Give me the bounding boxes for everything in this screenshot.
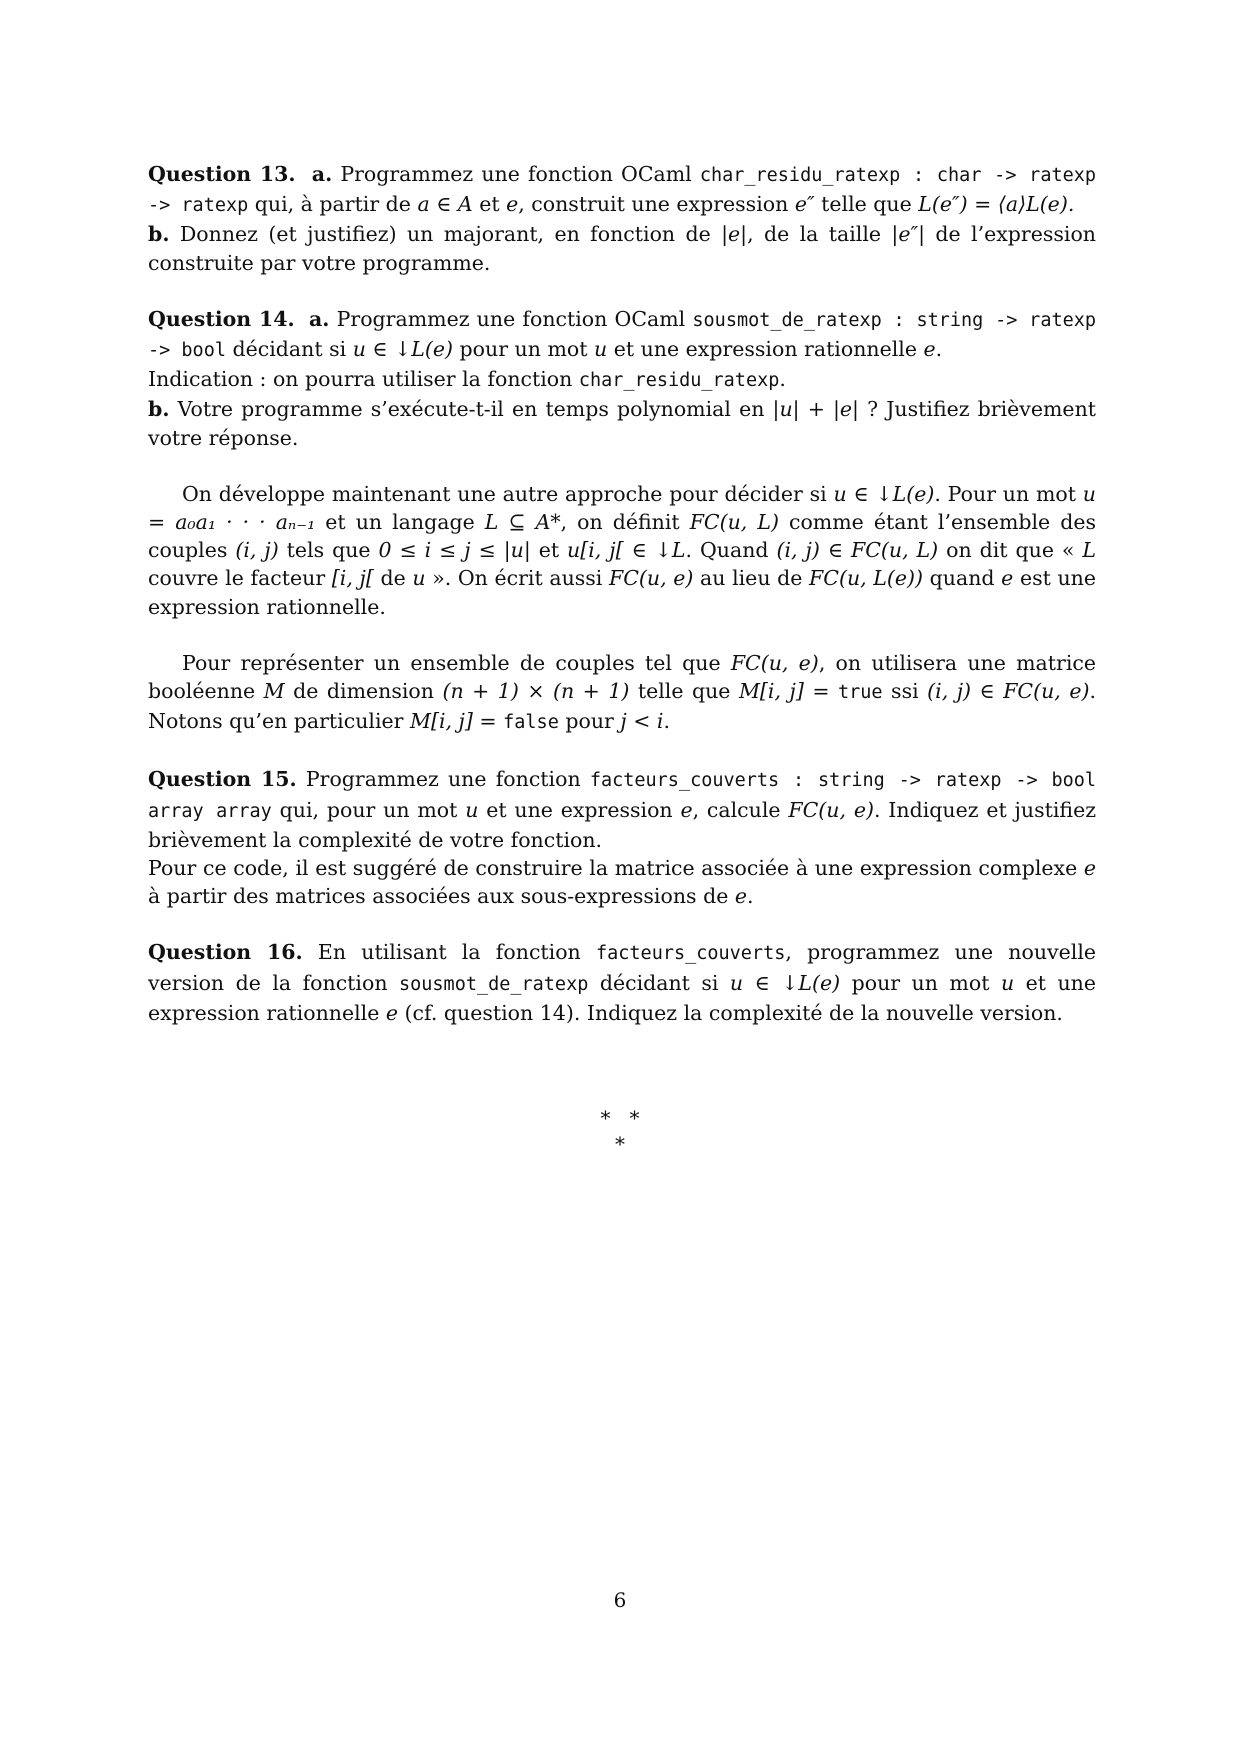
text: au lieu de: [693, 566, 810, 591]
math: 0 ≤ i ≤ j ≤ |u|: [378, 538, 531, 563]
math: FC(u, L(e)): [809, 566, 924, 591]
text: et une expression rationnelle: [607, 337, 924, 362]
text: , on utilisera une matrice booléenne: [148, 650, 1096, 704]
text: .: [746, 884, 754, 909]
text: .: [779, 367, 786, 392]
math: |u| + |e|: [772, 397, 859, 422]
math: u ∈ ↓L(e): [352, 337, 454, 362]
math: L: [1082, 538, 1097, 563]
text: qui, pour un mot: [271, 797, 466, 822]
question-13-part-a: [148, 160, 1096, 220]
text: ». On écrit aussi: [425, 566, 609, 591]
code-name: char_residu_ratexp: [578, 370, 780, 392]
text: ? Justifiez brièvement votre réponse.: [148, 397, 1097, 450]
code-name: facteurs_couverts: [596, 943, 786, 965]
part-b-label: b.: [148, 397, 170, 422]
math: L ⊆ A*: [484, 510, 561, 535]
text: pour: [558, 709, 621, 734]
section-separator-stars-bottom: *: [615, 1132, 625, 1156]
math: u ∈ ↓L(e): [729, 970, 841, 995]
text: tels que: [278, 538, 379, 563]
math: e: [385, 1000, 399, 1025]
math: e: [734, 884, 747, 909]
code-name: sousmot_de_ratexp: [399, 973, 589, 995]
text: et une expression: [478, 797, 681, 822]
math: M[i, j] =: [409, 709, 504, 734]
math: u: [1000, 970, 1015, 995]
question-14-hint: [148, 365, 1096, 395]
text: comme étant l’ensemble des couples: [148, 510, 1096, 563]
text: , on définit: [560, 510, 690, 535]
code-signature: sousmot_de_ratexp : string -> ratexp -> bool: [148, 309, 1097, 362]
text: quand: [923, 566, 1002, 591]
paragraph-matrix-representation: [148, 649, 1096, 738]
math: j < i: [620, 709, 664, 734]
text: qui, à partir de: [248, 192, 418, 217]
math: M[i, j] =: [738, 679, 838, 704]
paragraph-fc-definition: [148, 480, 1096, 621]
math: e″: [794, 192, 815, 217]
text: , calcule: [692, 797, 789, 822]
text: et: [472, 192, 507, 217]
part-a-label: a.: [311, 162, 333, 186]
question-15-label: Question 15.: [148, 767, 297, 792]
question-16: [148, 938, 1096, 1027]
text: telle que: [814, 192, 919, 217]
math: FC(u, e): [788, 797, 874, 822]
page-number: 6: [613, 1588, 627, 1612]
math: FC(u, L): [689, 510, 779, 535]
text: . Notons qu’en particulier: [148, 679, 1096, 734]
text: . Quand: [685, 538, 777, 563]
question-14-label: Question 14.: [148, 306, 295, 331]
text: , programmez une nouvelle version de la fonction: [148, 940, 1097, 995]
question-15-note: [148, 854, 1096, 910]
text: .: [935, 337, 943, 362]
math: FC(u, e): [730, 650, 819, 675]
text: Pour représenter un ensemble de couples tel que: [182, 650, 731, 675]
math: a ∈ A: [417, 192, 473, 217]
text: . Pour un mot: [934, 481, 1083, 506]
text: est une expression rationnelle.: [148, 566, 1096, 619]
text: on dit que «: [938, 538, 1083, 563]
text: Indication : on pourra utiliser la fonction: [148, 367, 579, 392]
text: .: [663, 709, 670, 734]
text: couvre le facteur: [148, 566, 332, 591]
question-13-label: Question 13.: [148, 162, 296, 186]
text: et: [530, 538, 568, 563]
text: Programmez une fonction: [296, 767, 590, 792]
math: (i, j) ∈ FC(u, e): [927, 679, 1090, 704]
math: (i, j): [235, 538, 279, 563]
code-false: false: [503, 712, 559, 734]
text: et un langage: [315, 510, 485, 535]
math: [i, j[: [331, 566, 374, 591]
text: (cf. question 14). Indiquez la complexité de la nouvelle version.: [398, 1000, 1063, 1025]
text: de: [373, 566, 413, 591]
text: de l’expression construite par votre programme.: [148, 222, 1096, 275]
text: Votre programme s’exécute-t-il en temps polynomial en: [169, 397, 773, 422]
math: u ∈ ↓L(e): [833, 481, 935, 506]
text: En utilisant la fonction: [302, 940, 596, 965]
math: e: [923, 337, 936, 362]
code-true: true: [838, 682, 883, 704]
math: (i, j) ∈ FC(u, L): [776, 538, 939, 563]
text: , de la taille: [747, 222, 892, 247]
text: . Indiquez et justifiez brièvement la complexité de votre fonction.: [148, 797, 1096, 852]
math: M: [263, 679, 285, 704]
math: L(e″) = ⟨a⟩L(e).: [918, 192, 1075, 217]
part-a-label: a.: [309, 306, 330, 331]
math: u: [412, 566, 426, 591]
text: et une expression rationnelle: [148, 970, 1096, 1025]
document-page: [148, 160, 1096, 1055]
code-signature: facteurs_couverts : string -> ratexp -> bool array array: [148, 770, 1096, 822]
text: Programmez une fonction OCaml: [332, 162, 700, 186]
question-13-part-b: [148, 220, 1096, 276]
part-b-label: b.: [148, 222, 170, 247]
math: u[i, j[ ∈ ↓L: [567, 538, 686, 563]
text: Programmez une fonction OCaml: [329, 306, 693, 331]
math: e: [1083, 856, 1096, 881]
text: à partir des matrices associées aux sous-expressions de: [148, 884, 735, 909]
math: |e″|: [891, 222, 926, 247]
math: e: [1001, 566, 1014, 591]
question-15: [148, 765, 1096, 854]
text: On développe maintenant une autre approche pour décider si: [182, 481, 834, 506]
question-14-part-a: [148, 305, 1096, 365]
math: u = a₀a₁ · · · aₙ₋₁: [148, 481, 1096, 535]
text: pour un mot: [840, 970, 1001, 995]
math: e: [680, 797, 693, 822]
text: décidant si: [588, 970, 730, 995]
math: e: [506, 192, 519, 217]
code-signature: char_residu_ratexp : char -> ratexp -> ratexp: [148, 165, 1097, 217]
math: u: [465, 797, 479, 822]
text: décidant si: [225, 337, 353, 362]
text: de dimension: [284, 679, 443, 704]
text: pour un mot: [453, 337, 594, 362]
text: Pour ce code, il est suggéré de construire la matrice associée à une expression complexe: [148, 856, 1084, 881]
text: , construit une expression: [518, 192, 795, 217]
question-16-label: Question 16.: [148, 940, 303, 965]
section-separator-stars-top: * *: [600, 1106, 640, 1130]
math: u: [593, 337, 608, 362]
question-14-part-b: [148, 395, 1096, 451]
math: FC(u, e): [609, 566, 694, 591]
text: ssi: [882, 679, 928, 704]
math: (n + 1) × (n + 1): [442, 679, 630, 704]
math: |e|: [721, 222, 748, 247]
text: telle que: [629, 679, 739, 704]
text: Donnez (et justifiez) un majorant, en fonction de: [169, 222, 722, 247]
